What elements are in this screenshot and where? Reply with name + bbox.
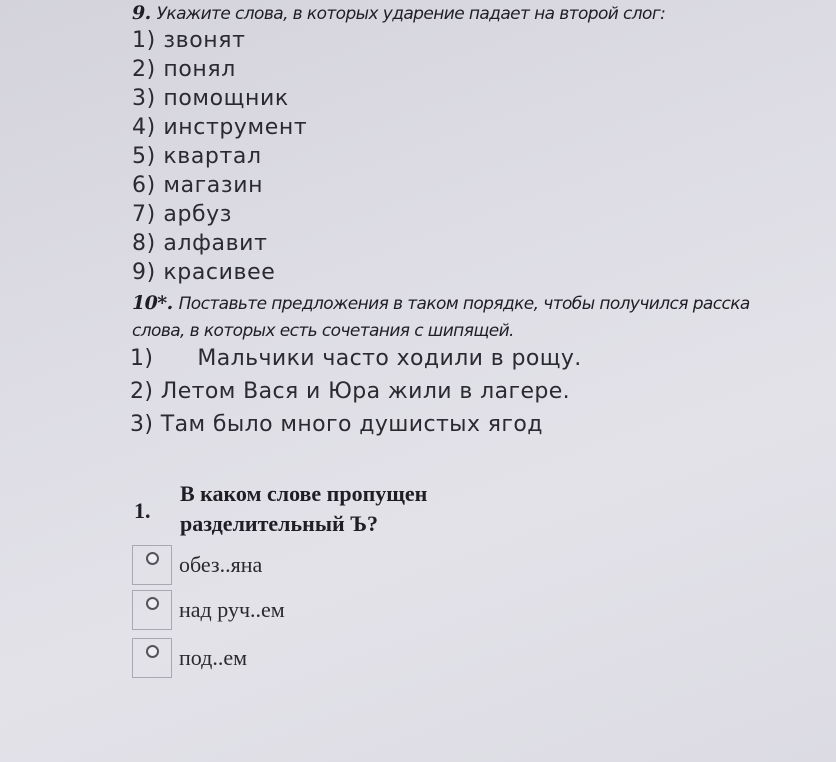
- radio-circle-icon: [146, 552, 159, 565]
- sentence-text: Мальчики часто ходили в рощу.: [197, 346, 582, 371]
- task10-sentences: [130, 342, 582, 441]
- sentence-text: Там было много душистых ягод: [160, 412, 543, 437]
- answer-choice[interactable]: [132, 638, 247, 678]
- task10-title-line2: слова, в которых есть сочетания с шипящей.: [132, 321, 514, 341]
- radio-circle-icon: [146, 645, 159, 658]
- task9-heading: [132, 2, 665, 24]
- task10-number: 10*.: [132, 292, 173, 314]
- task10-sentence: [130, 408, 582, 441]
- task10-sentence: [130, 342, 582, 375]
- task9-option: 2) понял: [132, 57, 236, 82]
- test-question-line2: разделительный Ъ?: [180, 511, 378, 536]
- test-question-number: 1.: [134, 498, 151, 523]
- test-question-line1: В каком слове пропущен: [180, 481, 428, 506]
- radio-button[interactable]: [132, 590, 172, 630]
- radio-button[interactable]: [132, 545, 172, 585]
- task9-option: 3) помощник: [132, 86, 289, 111]
- task9-title: Укажите слова, в которых ударение падает на второй слог:: [156, 4, 666, 24]
- task9-option: 7) арбуз: [132, 202, 233, 227]
- task9-option: 6) магазин: [132, 173, 264, 198]
- radio-circle-icon: [146, 597, 159, 610]
- task10-heading-line2: [132, 321, 514, 341]
- radio-button[interactable]: [132, 638, 172, 678]
- task10-sentence: [130, 375, 582, 408]
- sentence-number: 2): [130, 379, 154, 404]
- task9-option: 5) квартал: [132, 144, 262, 169]
- answer-choice[interactable]: [132, 590, 285, 630]
- answer-choice-label: под..ем: [179, 645, 248, 670]
- answer-choice-label: обез..яна: [179, 552, 263, 577]
- task9-options: [132, 26, 307, 287]
- task9-option: 8) алфавит: [132, 231, 268, 256]
- task9-option: 9) красивее: [132, 260, 276, 285]
- sentence-number: 1): [130, 346, 154, 371]
- answer-choice-label: над руч..ем: [179, 597, 285, 622]
- task9-option: 1) звонят: [132, 28, 246, 53]
- test-question-text: [180, 479, 427, 539]
- sentence-text: Летом Вася и Юра жили в лагере.: [160, 379, 571, 404]
- task10-heading-line1: [132, 292, 750, 314]
- task10-title-line1: Поставьте предложения в таком порядке, чтобы получился расска: [178, 294, 750, 314]
- task9-number: 9.: [132, 2, 151, 24]
- sentence-number: 3): [130, 412, 154, 437]
- task9-option: 4) инструмент: [132, 115, 308, 140]
- answer-choice[interactable]: [132, 545, 262, 585]
